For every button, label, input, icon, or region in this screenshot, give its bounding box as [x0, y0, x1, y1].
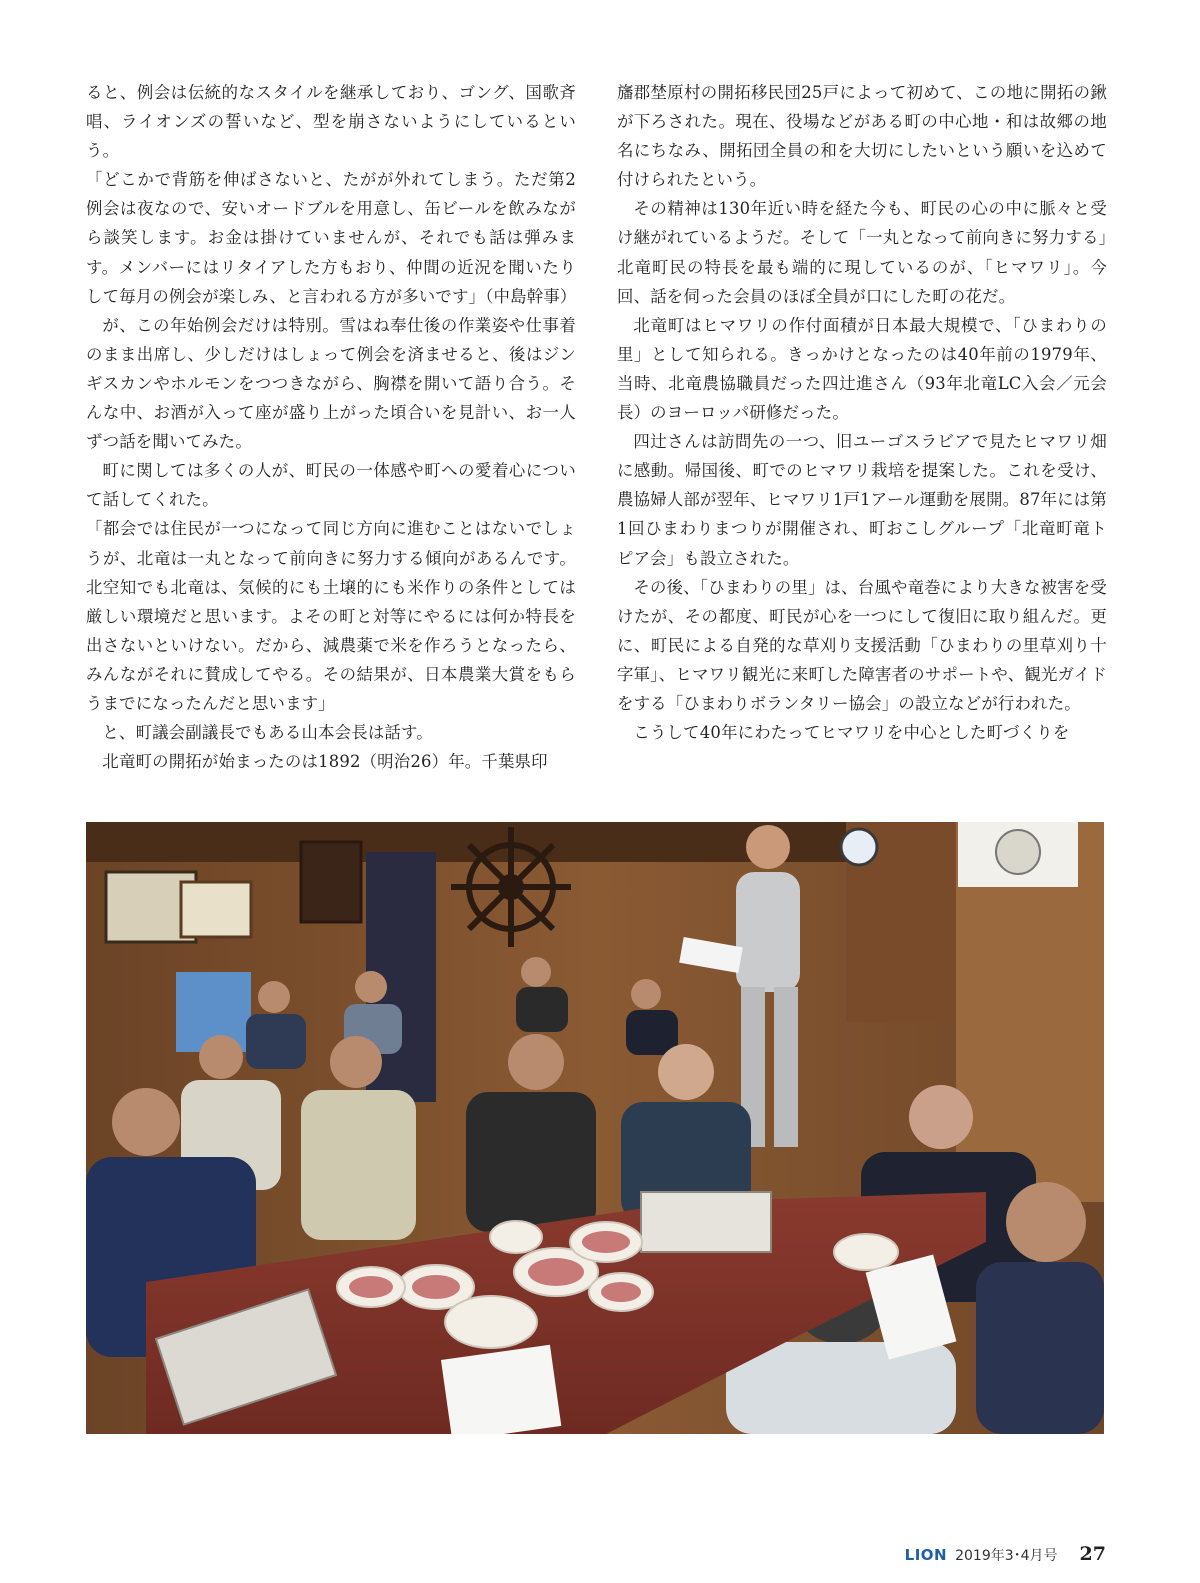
page-footer [905, 1543, 1106, 1573]
article-paragraph: 旛郡埜原村の開拓移民団25戸によって初めて、この地に開拓の鍬が下ろされた。現在、役場などがある町の中心地・和は故郷の地名にちなみ、開拓団全員の和を大切にしたいという願いを込めて付けられたという。 [617, 83, 1107, 190]
article-paragraph: 北竜町の開拓が始まったのは1892（明治26）年。千葉県印 [102, 752, 548, 772]
ship-wheel [451, 827, 571, 947]
meeting-photo-illustration [86, 822, 1104, 1434]
article-paragraph: 四辻さんは訪問先の一つ、旧ユーゴスラビアで見たヒマワリ畑に感動。帰国後、町でのヒマワリ栽培を提案した。これを受け、農協婦人部が翌年、ヒマワリ1戸1アール運動を展開。87年には第1回ひまわりまつりが開催され、町おこしグループ「北竜町竜トピア会」も設立された。 [617, 432, 1107, 568]
article-paragraph: 「どこかで背筋を伸ばさないと、たがが外れてしまう。ただ第2例会は夜なので、安いオードブルを用意し、缶ビールを飲みながら談笑します。お金は掛けていませんが、それでも話は弾みます。メンバーにはリタイアした方もおり、仲間の近況を聞いたりして毎月の例会が楽しみ、と言われる方が多いです」（中島幹事） [86, 170, 577, 306]
article-paragraph: 「都会では住民が一つになって同じ方向に進むことはないでしょうが、北竜は一丸となって前向きに努力する傾向があるんです。北空知でも北竜は、気候的にも土壌的にも米作りの条件としては厳しい環境だと思います。よその町と対等にやるには何か特長を出さないといけない。だから、減農薬で米を作ろうとなったら、みんながそれに賛成してやる。その結果が、日本農業大賞をもらうまでになったんだと思います」 [86, 519, 576, 713]
article-right-column [617, 78, 1107, 747]
article-paragraph: その後、「ひまわりの里」は、台風や竜巻により大きな被害を受けたが、その都度、町民が心を一つにして復旧に取り組んだ。更に、町民による自発的な草刈り支援活動「ひまわりの里草刈り十字軍」、ヒマワリ観光に来町した障害者のサポートや、観光ガイドをする「ひまわりボランタリー協会」の設立などが行われた。 [617, 577, 1107, 713]
meeting-photo [86, 822, 1104, 1434]
article-paragraph: 北竜町はヒマワリの作付面積が日本最大規模で、「ひまわりの里」として知られる。きっかけとなったのは40年前の1979年、当時、北竜農協職員だった四辻進さん（93年北竜LC入会／元会長）のヨーロッパ研修だった。 [617, 315, 1107, 423]
article-left-column [86, 78, 576, 776]
magazine-name: LION [904, 1546, 948, 1564]
grill [641, 1192, 771, 1252]
article-paragraph: が、この年始例会だけは特別。雪はね奉仕後の作業姿や仕事着のまま出席し、少しだけはしょって例会を済ませると、後はジンギスカンやホルモンをつつきながら、胸襟を開いて語り合う。そんな中、お酒が入って座が盛り上がった頃合いを見計い、お一人ずつ話を聞いてみた。 [86, 315, 576, 452]
article-paragraph: と、町議会副議長でもある山本会長は話す。 [102, 723, 433, 743]
issue-date: 2019年3･4月号 [955, 1548, 1058, 1564]
article-paragraph: その精神は130年近い時を経た今も、町民の心の中に脈々と受け継がれているようだ。そして「一丸となって前向きに努力する」北竜町民の特長を最も端的に現しているのが、「ヒマワリ」。今回、話を伺った会員のほぼ全員が口にした町の花だ。 [617, 199, 1107, 306]
article-paragraph: こうして40年にわたってヒマワリを中心とした町づくりを [633, 723, 1070, 743]
page-number: 27 [1079, 1543, 1106, 1565]
article-paragraph: 町に関しては多くの人が、町民の一体感や町への愛着心について話してくれた。 [86, 461, 576, 510]
article-paragraph: ると、例会は伝統的なスタイルを継承しており、ゴング、国歌斉唱、ライオンズの誓いなど、型を崩さないようにしているという。 [86, 83, 576, 161]
